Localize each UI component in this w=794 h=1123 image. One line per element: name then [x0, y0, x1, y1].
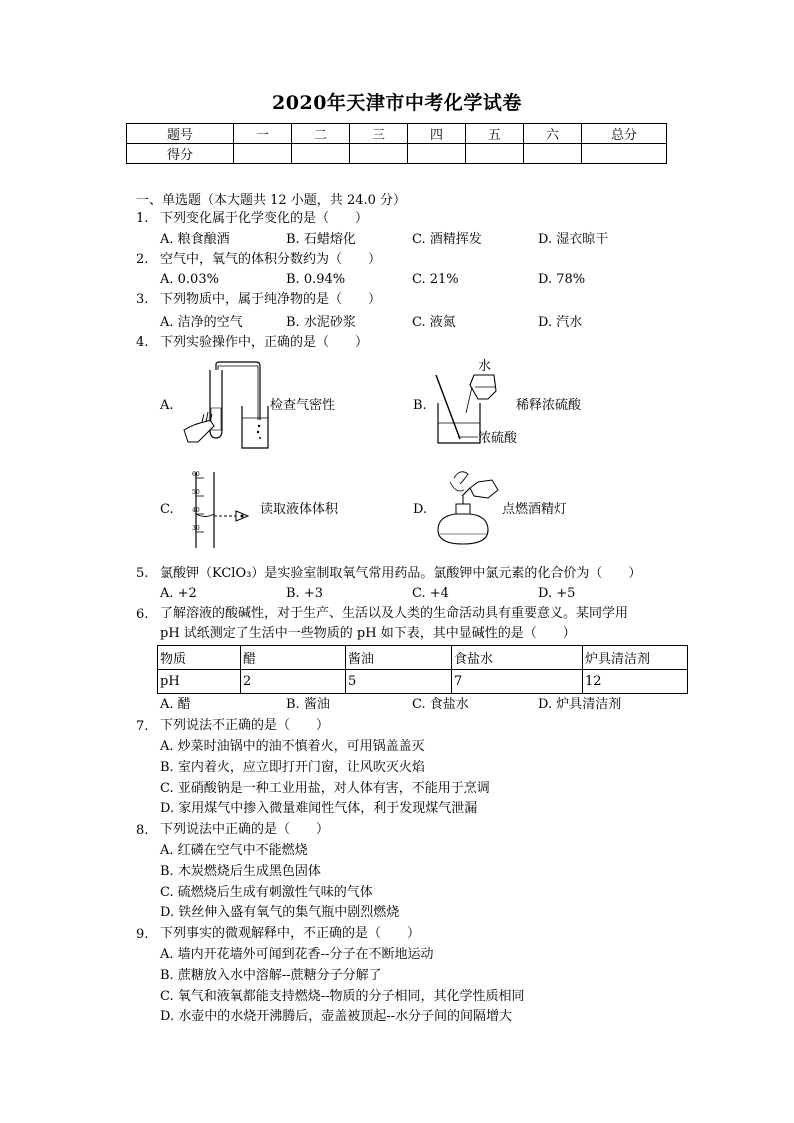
option-c: C. 液氮 — [412, 315, 456, 330]
option-b-letter: B. — [413, 398, 427, 413]
option-c: C. 21% — [412, 272, 459, 287]
question-stem: 下列事实的微观解释中，不正确的是（ ） — [160, 926, 421, 941]
score-cell — [408, 144, 466, 164]
section-heading: 一、单选题（本大题共 12 小题，共 24.0 分） — [136, 193, 407, 208]
option-b: B. 室内着火，应立即打开门窗，让风吹灭火焰 — [160, 760, 425, 775]
ph-cell: 物质 — [158, 646, 241, 670]
option-b: B. 0.94% — [286, 272, 346, 287]
question-stem: 下列说法不正确的是（ ） — [160, 718, 330, 733]
score-cell: 得分 — [127, 144, 234, 164]
option-b: B. 木炭燃烧后生成黑色固体 — [160, 864, 321, 879]
option-c-label: 读取液体体积 — [260, 502, 339, 517]
option-a: A. 洁净的空气 — [160, 315, 243, 330]
tick-label: 30 — [192, 525, 200, 532]
ph-cell: 5 — [346, 670, 452, 694]
option-b: B. 石蜡熔化 — [286, 232, 356, 247]
option-c: C. 氧气和液氧都能支持燃烧--物质的分子相同，其化学性质相同 — [160, 989, 525, 1004]
score-cell — [350, 144, 408, 164]
question-stem: 下列说法中正确的是（ ） — [160, 822, 330, 837]
score-cell: 一 — [234, 124, 292, 144]
option-d: D. 炉具清洁剂 — [538, 697, 622, 712]
option-a: A. 墙内开花墙外可闻到花香--分子在不断地运动 — [160, 947, 434, 962]
option-a: A. +2 — [160, 586, 197, 601]
airtightness-test-figure — [180, 360, 270, 452]
question-number: 4. — [136, 335, 149, 350]
question-stem-line2: pH 试纸测定了生活中一些物质的 pH 如下表，其中显碱性的是（ ） — [160, 626, 576, 641]
option-d: D. +5 — [538, 586, 576, 601]
question-number: 7. — [136, 719, 149, 734]
score-cell: 总分 — [582, 124, 667, 144]
option-c: C. 亚硝酸钠是一种工业用盐，对人体有害，不能用于烹调 — [160, 781, 490, 796]
option-a: A. 红磷在空气中不能燃烧 — [160, 843, 308, 858]
option-b: B. 蔗糖放入水中溶解--蔗糖分子分解了 — [160, 968, 382, 983]
ph-table-value-row — [158, 670, 688, 694]
option-b: B. 酱油 — [286, 697, 330, 712]
question-stem: 下列变化属于化学变化的是（ ） — [160, 211, 369, 226]
score-cell — [582, 144, 667, 164]
option-b-label: 稀释浓硫酸 — [516, 398, 582, 413]
question-number: 8. — [136, 823, 149, 838]
score-cell — [292, 144, 350, 164]
option-d: D. 水壶中的水烧开沸腾后，壶盖被顶起--水分子间的间隔增大 — [160, 1009, 513, 1024]
ph-cell: 酱油 — [346, 646, 452, 670]
score-cell: 四 — [408, 124, 466, 144]
option-d: D. 78% — [538, 272, 586, 287]
score-cell — [234, 144, 292, 164]
score-cell — [466, 144, 524, 164]
question-number: 3. — [136, 292, 149, 307]
option-c-letter: C. — [160, 502, 174, 517]
score-table-header-row — [127, 124, 667, 144]
score-cell: 五 — [466, 124, 524, 144]
score-cell: 六 — [524, 124, 582, 144]
option-d-letter: D. — [413, 502, 428, 517]
score-table-score-row — [127, 144, 667, 164]
question-number: 6. — [136, 607, 149, 622]
ph-cell: 7 — [452, 670, 583, 694]
question-number: 2. — [136, 252, 149, 267]
ph-cell: 2 — [241, 670, 346, 694]
water-label: 水 — [478, 359, 492, 374]
question-stem: 氯酸钾（KClO₃）是实验室制取氧气常用药品。氯酸钾中氯元素的化合价为（ ） — [160, 566, 642, 581]
score-cell: 题号 — [127, 124, 234, 144]
question-stem: 下列物质中，属于纯净物的是（ ） — [160, 292, 382, 307]
option-d-label: 点燃酒精灯 — [502, 502, 568, 517]
option-d: D. 铁丝伸入盛有氧气的集气瓶中剧烈燃烧 — [160, 905, 400, 920]
option-a-letter: A. — [160, 398, 174, 413]
option-b: B. +3 — [286, 586, 323, 601]
score-cell — [524, 144, 582, 164]
option-a-label: 检查气密性 — [270, 398, 336, 413]
ph-cell: 醋 — [241, 646, 346, 670]
question-stem-line1: 了解溶液的酸碱性，对于生产、生活以及人类的生命活动具有重要意义。某同学用 — [160, 606, 629, 621]
ph-table — [157, 645, 688, 694]
option-a: A. 0.03% — [160, 272, 219, 287]
ph-cell: pH — [158, 670, 241, 694]
ph-table-header-row — [158, 646, 688, 670]
acid-label: 浓硫酸 — [478, 431, 518, 446]
option-d: D. 汽水 — [538, 315, 583, 330]
option-b: B. 水泥砂浆 — [286, 315, 356, 330]
question-stem: 空气中，氧气的体积分数约为（ ） — [160, 252, 382, 267]
alcohol-lamp-figure — [430, 464, 502, 548]
option-a: A. 粮食酿酒 — [160, 232, 230, 247]
tick-label: 50 — [192, 489, 200, 496]
score-table — [126, 123, 667, 164]
question-number: 5. — [136, 566, 149, 581]
option-c: C. +4 — [412, 586, 449, 601]
ph-cell: 炉具清洁剂 — [583, 646, 688, 670]
option-a: A. 醋 — [160, 697, 191, 712]
option-a: A. 炒菜时油锅中的油不慎着火，可用锅盖盖灭 — [160, 739, 425, 754]
score-cell: 二 — [292, 124, 350, 144]
option-d: D. 湿衣晾干 — [538, 232, 609, 247]
option-c: C. 酒精挥发 — [412, 232, 482, 247]
ph-cell: 12 — [583, 670, 688, 694]
option-c: C. 硫燃烧后生成有刺激性气味的气体 — [160, 885, 373, 900]
tick-label: 40 — [192, 507, 200, 514]
page-title: 2020年天津市中考化学试卷 — [272, 92, 522, 114]
question-number: 1. — [136, 211, 149, 226]
question-number: 9. — [136, 927, 149, 942]
tick-label: 60 — [192, 471, 200, 478]
ph-cell: 食盐水 — [452, 646, 583, 670]
score-cell: 三 — [350, 124, 408, 144]
option-c: C. 食盐水 — [412, 697, 469, 712]
option-d: D. 家用煤气中掺入微量难闻性气体，利于发现煤气泄漏 — [160, 801, 478, 816]
question-stem: 下列实验操作中，正确的是（ ） — [160, 335, 369, 350]
